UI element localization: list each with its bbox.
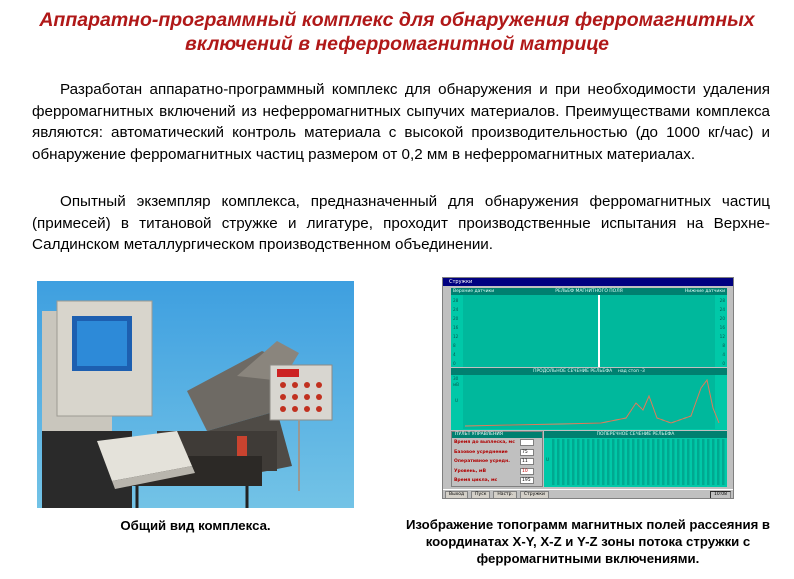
tick-label: 16 (453, 325, 459, 330)
tick-label: 8 (453, 343, 456, 348)
control-value[interactable]: 75 (520, 449, 534, 456)
mid-top-tick: 30 (453, 376, 459, 381)
tick-label: 4 (453, 352, 456, 357)
tick-label: 4 (722, 352, 725, 357)
tick-label: 0 (722, 361, 725, 366)
transverse-pane (544, 431, 727, 487)
tick-label: 0 (453, 361, 456, 366)
complex-photo (37, 281, 354, 508)
window-title-bar: Стружки (443, 278, 733, 286)
tick-label: 20 (719, 316, 725, 321)
mid-axis-label: U (455, 398, 459, 403)
tick-label: 20 (453, 316, 459, 321)
control-panel (451, 431, 543, 487)
mid-unit: мВ (453, 382, 460, 387)
control-value[interactable]: 195 (520, 477, 534, 484)
left-sensor-label: Верхние датчики (453, 289, 495, 294)
control-value[interactable]: 10 (520, 468, 534, 475)
tick-label: 12 (453, 334, 459, 339)
control-value[interactable]: 11 (520, 458, 534, 465)
control-label: Оперативное усредн. (454, 459, 510, 465)
screenshot-caption: Изображение топограмм магнитных полей рассеяния в координатах X-Y, X-Z и Y-Z зоны потока стружки с ферромагнитными включениями. (405, 517, 771, 566)
control-panel-title: ПУЛЬТ УПРАВЛЕНИЯ (452, 432, 542, 438)
control-row (452, 476, 542, 486)
control-row (452, 448, 542, 458)
exit-button[interactable]: Выход (445, 491, 468, 499)
control-label: Время цикла, мс (454, 478, 498, 484)
longitudinal-title: ПРОДОЛЬНОЕ СЕЧЕНИЕ РЕЛЬЕФА (533, 369, 613, 374)
taskbar-task[interactable]: Стружки (520, 491, 549, 499)
bottom-axis-label: U (546, 457, 550, 462)
tick-label: 28 (719, 298, 725, 303)
settings-button[interactable]: Настр. (493, 491, 517, 499)
longitudinal-pane (451, 368, 727, 430)
photo-caption: Общий вид комплекса. (120, 518, 271, 533)
control-label: Уровень, мВ (454, 468, 487, 474)
paragraph-testing: Опытный экземпляр комплекса, предназначенный для обнаружения ферромагнитных частиц (примесей) в титановой стружке и лигатуре, проходит производственные испытания на Верхне-Салдинском металлургическом производственном объединении. (32, 193, 770, 253)
tick-label: 28 (453, 298, 459, 303)
tick-label: 8 (722, 343, 725, 348)
taskbar (443, 489, 733, 499)
control-row (452, 467, 542, 477)
right-sensor-label: Нижние датчики (684, 289, 725, 294)
control-row (452, 457, 542, 467)
control-label: Время до выплеска, мс (454, 440, 515, 446)
transverse-title: ПОПЕРЕЧНОЕ СЕЧЕНИЕ РЕЛЬЕФА (544, 431, 727, 438)
control-row (452, 438, 542, 448)
page-title: Аппаратно-программный комплекс для обнаружения ферромагнитных включений в неферромагнитной матрице (39, 9, 755, 55)
tick-label: 12 (719, 334, 725, 339)
software-screenshot (442, 277, 734, 499)
tick-label: 24 (453, 307, 459, 312)
start-button[interactable]: Пуск (471, 491, 490, 499)
clock: 10:08 (710, 491, 731, 499)
relief-pane (451, 288, 727, 367)
paragraph-description: Разработан аппаратно-программный комплекс для обнаружения и при необходимости удаления ферромагнитных включений из неферромагнитных сыпучих материалов. Преимуществами комплекса являются: автоматический контроль материала с высокой производительностью (до 1000 кг/час) и обнаружение ферромагнитных частиц размером от 0,2 мм в неферромагнитных материалах. (32, 81, 770, 163)
longitudinal-note: над стоп -3 (617, 369, 645, 374)
control-value[interactable] (520, 439, 534, 446)
tick-label: 16 (719, 325, 725, 330)
tick-label: 24 (719, 307, 725, 312)
control-label: Базовое усреднение (454, 449, 508, 455)
relief-title: РЕЛЬЕФ МАГНИТНОГО ПОЛЯ (451, 288, 727, 295)
